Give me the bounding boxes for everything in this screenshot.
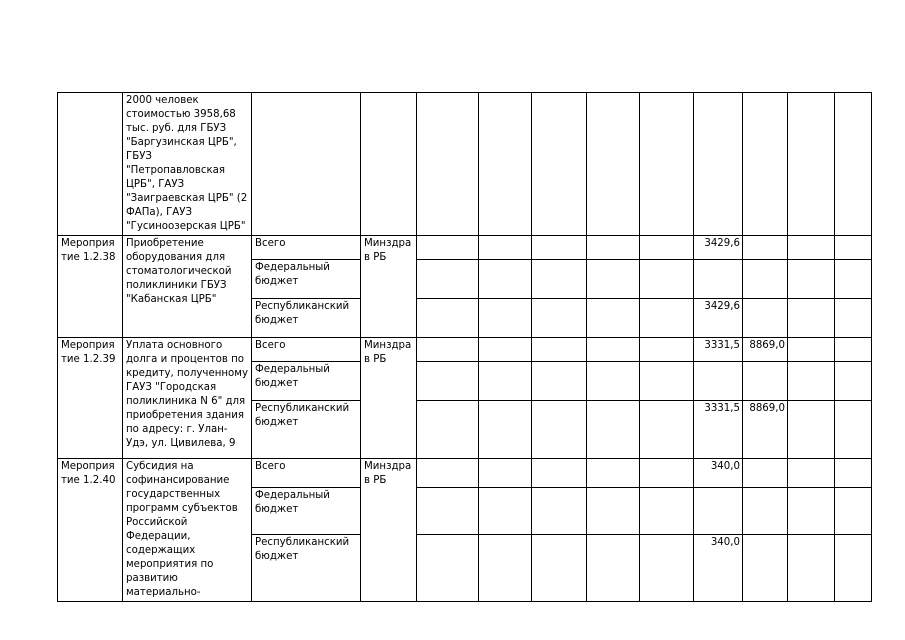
funding-source-cell: [252, 93, 361, 236]
funding-source-cell: Федеральный бюджет: [252, 487, 361, 534]
executor-cell: Минздрав РБ: [361, 236, 417, 338]
funding-source-cell: Всего: [252, 459, 361, 488]
value-cell: 3331,5: [694, 338, 743, 362]
executor-cell: Минздрав РБ: [361, 338, 417, 459]
value-cell: 340,0: [694, 534, 743, 601]
funding-source-cell: Федеральный бюджет: [252, 362, 361, 401]
table-row: [58, 93, 872, 236]
funding-source-cell: Всего: [252, 236, 361, 260]
measure-id-cell: Мероприятие 1.2.39: [58, 338, 123, 459]
value-cell: 3429,6: [694, 299, 743, 338]
value-cell: [743, 459, 788, 488]
value-cell: 340,0: [694, 459, 743, 488]
value-cell: 8869,0: [743, 401, 788, 459]
value-cell: [694, 260, 743, 299]
value-cell: [743, 236, 788, 260]
measure-id-cell: Мероприятие 1.2.40: [58, 459, 123, 602]
measure-description-cell: Уплата основного долга и процентов по кредиту, полученному ГАУЗ "Городская поликлиника N 6" для приобретения здания по адресу: г. Улан-Удэ, ул. Цивилева, 9: [123, 338, 252, 459]
funding-source-cell: Всего: [252, 338, 361, 362]
executor-cell: [361, 93, 417, 236]
value-cell: [743, 362, 788, 401]
value-cell: [743, 260, 788, 299]
funding-source-cell: Республиканский бюджет: [252, 299, 361, 338]
value-cell: [743, 487, 788, 534]
table-row: [58, 338, 872, 362]
funding-source-cell: Федеральный бюджет: [252, 260, 361, 299]
value-cell: 3429,6: [694, 236, 743, 260]
executor-cell: Минздрав РБ: [361, 459, 417, 602]
value-cell: [694, 487, 743, 534]
value-cell: [694, 362, 743, 401]
measure-id-cell: [58, 93, 123, 236]
program-budget-table: [57, 92, 872, 602]
value-cell: [743, 299, 788, 338]
value-cell: 8869,0: [743, 338, 788, 362]
measure-id-cell: Мероприятие 1.2.38: [58, 236, 123, 338]
measure-description-cell: Субсидия на софинансирование государственных программ субъектов Российской Федерации, содержащих мероприятия по развитию материально-: [123, 459, 252, 602]
value-cell: [743, 534, 788, 601]
table-row: [58, 459, 872, 488]
funding-source-cell: Республиканский бюджет: [252, 534, 361, 601]
value-cell: 3331,5: [694, 401, 743, 459]
table-row: [58, 236, 872, 260]
measure-description-cell: 2000 человек стоимостью 3958,68 тыс. руб. для ГБУЗ "Баргузинская ЦРБ", ГБУЗ "Петропавловская ЦРБ", ГАУЗ "Заиграевская ЦРБ" (2 ФАПа), ГАУЗ "Гусиноозерская ЦРБ": [123, 93, 252, 236]
measure-description-cell: Приобретение оборудования для стоматологической поликлиники ГБУЗ "Кабанская ЦРБ": [123, 236, 252, 338]
funding-source-cell: Республиканский бюджет: [252, 401, 361, 459]
